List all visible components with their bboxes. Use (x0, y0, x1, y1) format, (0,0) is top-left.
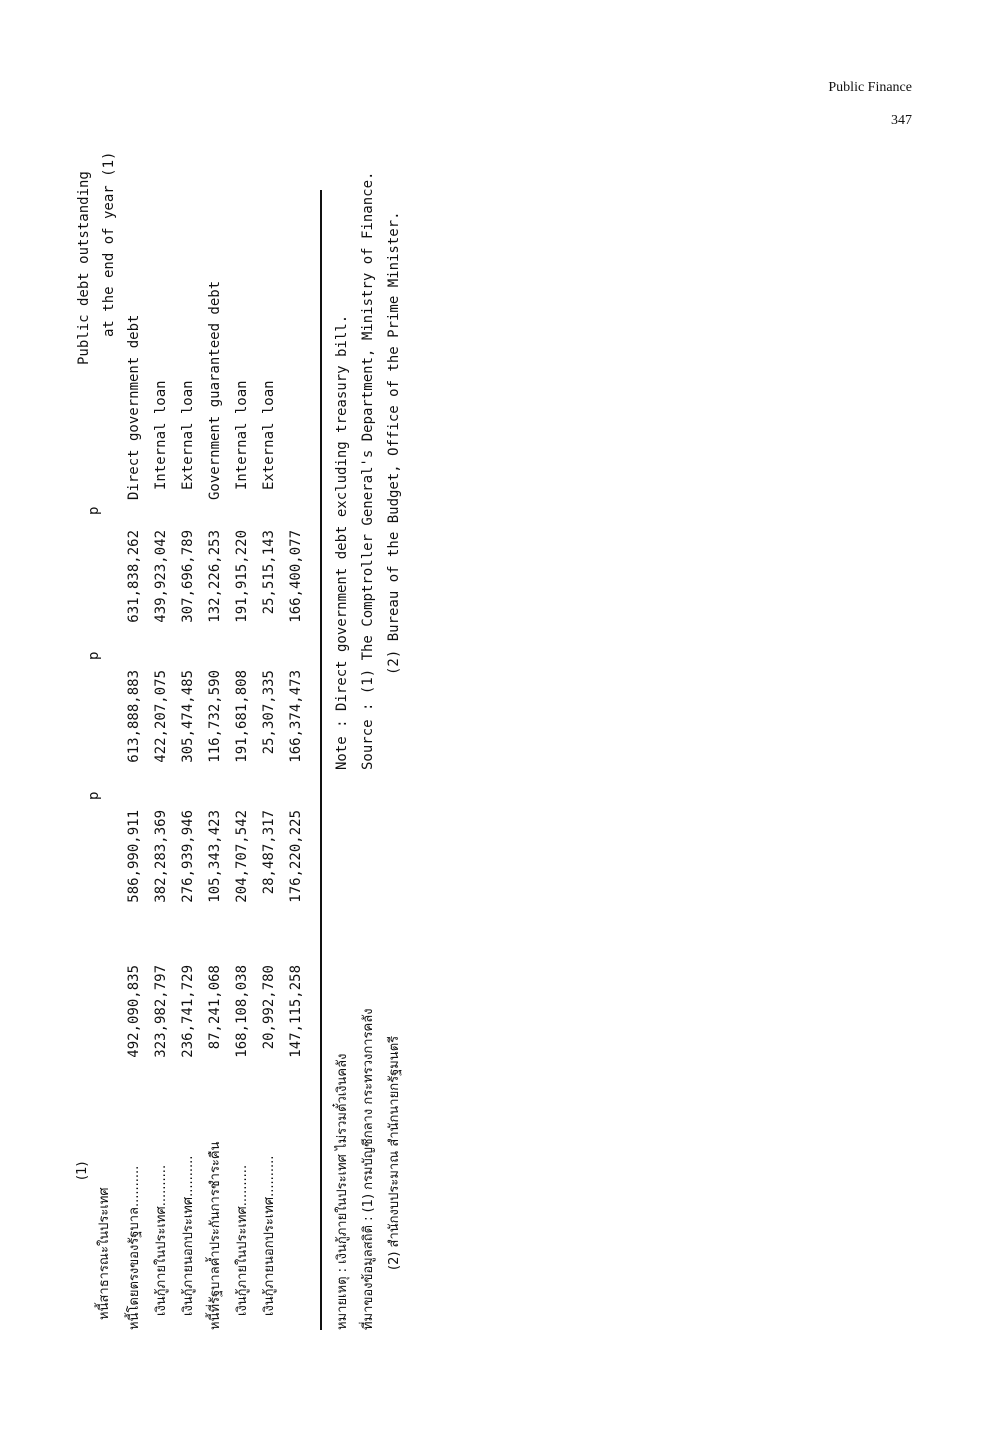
row-value: 191,681,808 (234, 670, 250, 763)
row-value: 25,307,335 (261, 670, 277, 755)
row-value: 25,515,143 (261, 530, 277, 615)
year-flag-2: p (86, 791, 102, 800)
page-number: 347 (891, 113, 912, 128)
debt-table (70, 80, 370, 1330)
row-value: 439,923,042 (153, 530, 169, 623)
row-english-label: Internal loan (153, 380, 169, 490)
thai-header-title: หนี้สาธารณะในประเทศ (97, 1187, 112, 1320)
row-thai-label: เงินกู้ภายในประเทศ.......... (235, 1164, 250, 1316)
english-header-line2: at the end of year (1) (101, 151, 117, 337)
row-value: 87,241,068 (207, 965, 223, 1050)
row-thai-label: เงินกู้ภายนอกประเทศ.......... (181, 1155, 196, 1316)
row-value: 105,343,423 (207, 810, 223, 903)
row-value: 116,732,590 (207, 670, 223, 763)
section-title: Public Finance (828, 80, 912, 95)
row-value: 166,374,473 (288, 670, 304, 763)
year-flag-4: p (86, 506, 102, 515)
row-value: 492,090,835 (126, 965, 142, 1058)
row-value: 204,707,542 (234, 810, 250, 903)
row-value: 307,696,789 (180, 530, 196, 623)
thai-note: หมายเหตุ : เงินกู้ภายในประเทศ ไม่รวมตั๋วเงินคลัง (335, 1053, 350, 1330)
row-thai-label: เงินกู้ภายนอกประเทศ.......... (262, 1155, 277, 1316)
thai-header-note: (1) (75, 1161, 90, 1180)
row-value: 166,400,077 (288, 530, 304, 623)
row-thai-label: หนี้ที่รัฐบาลค้ำประกันการชำระคืน (208, 1141, 223, 1330)
row-value: 586,990,911 (126, 810, 142, 903)
row-english-label: Internal loan (234, 380, 250, 490)
row-value: 236,741,729 (180, 965, 196, 1058)
row-english-label: Direct government debt (126, 314, 142, 500)
thai-source-2: (2) สำนักงบประมาณ สำนักนายกรัฐมนตรี (387, 1035, 402, 1270)
row-value: 191,915,220 (234, 530, 250, 623)
row-value: 382,283,369 (153, 810, 169, 903)
english-header-line1: Public debt outstanding (76, 171, 92, 365)
row-value: 276,939,946 (180, 810, 196, 903)
row-english-label: Government guaranteed debt (207, 280, 223, 500)
rotated-notes-block (330, 80, 630, 1330)
row-value: 323,982,797 (153, 965, 169, 1058)
row-value: 28,487,317 (261, 810, 277, 895)
english-source-1: Source : (1) The Comptroller General's Department, Ministry of Finance. (360, 171, 376, 770)
row-value: 422,207,075 (153, 670, 169, 763)
row-value: 176,220,225 (288, 810, 304, 903)
english-source-2: (2) Bureau of the Budget, Office of the Prime Minister. (386, 211, 402, 675)
row-value: 613,888,883 (126, 670, 142, 763)
row-english-label: External loan (180, 380, 196, 490)
row-english-label: External loan (261, 380, 277, 490)
row-value: 147,115,258 (288, 965, 304, 1058)
row-value: 631,838,262 (126, 530, 142, 623)
row-value: 20,992,780 (261, 965, 277, 1050)
row-thai-label: เงินกู้ภายในประเทศ.......... (154, 1164, 169, 1316)
year-flag-3: p (86, 651, 102, 660)
table-bottom-rule (320, 190, 322, 1330)
thai-source-1: ที่มาของข้อมูลสถิติ : (1) กรมบัญชีกลาง กระทรวงการคลัง (361, 1008, 376, 1330)
english-note: Note : Direct government debt excluding treasury bill. (334, 314, 350, 770)
rotated-table-block (70, 80, 370, 1330)
row-value: 168,108,038 (234, 965, 250, 1058)
row-thai-label: หนี้โดยตรงของรัฐบาล.......... (127, 1165, 142, 1330)
row-value: 132,226,253 (207, 530, 223, 623)
row-value: 305,474,485 (180, 670, 196, 763)
